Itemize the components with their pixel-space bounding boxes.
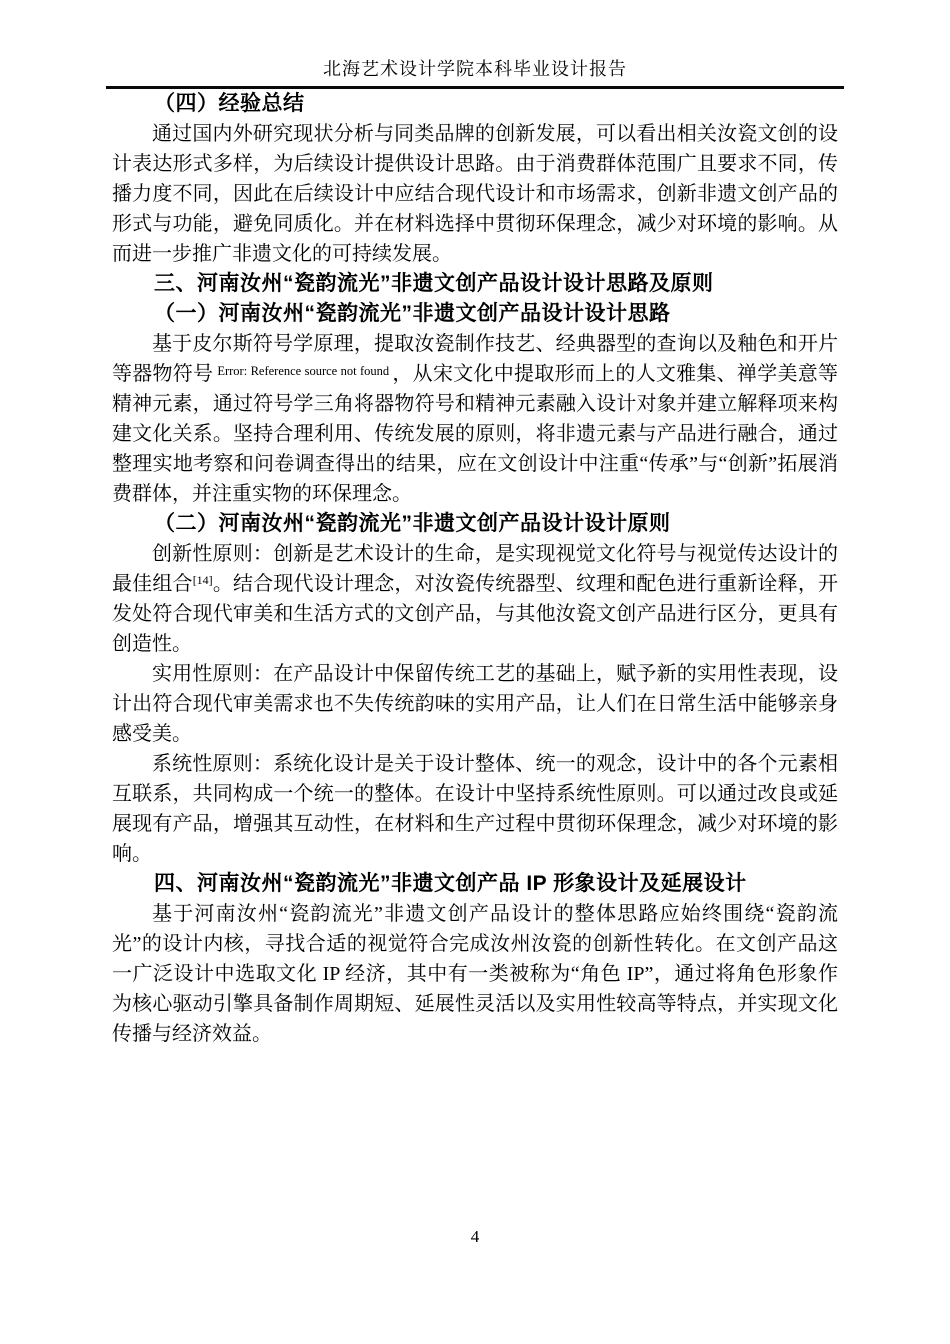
- innovation-text-end: 。结合现代设计理念，对汝瓷传统器型、纹理和配色进行重新诠释，开发处符合现代审美和生活方式的文创产品，与其他汝瓷文创产品进行区分，更具有创造性。: [112, 573, 839, 655]
- paragraph-ip-design: 基于河南汝州“瓷韵流光”非遗文创产品设计的整体思路应始终围绕“瓷韵流光”的设计内核，寻找合适的视觉符合完成汝州汝瓷的创新性转化。在文创产品这一广泛设计中选取文化 IP 经济，其中有一类被称为“角色 IP”，通过将角色形象作为核心驱动引擎具备制作周期短、延展性灵活以及实用性较高等特点，并实现文化传播与经济效益。: [112, 903, 838, 1045]
- paragraph-design-ideas: [112, 329, 838, 509]
- heading-section-4: 四、河南汝州“瓷韵流光”非遗文创产品 IP 形象设计及延展设计: [154, 872, 747, 895]
- paragraph-innovation-principle: [112, 539, 838, 659]
- paragraph-experience-summary: 通过国内外研究现状分析与同类品牌的创新发展，可以看出相关汝瓷文创的设计表达形式多样，为后续设计提供设计思路。由于消费群体范围广且要求不同，传播力度不同，因此在后续设计中应结合现代设计和市场需求，创新非遗文创产品的形式与功能，避免同质化。并在材料选择中贯彻环保理念，减少对环境的影响。从而进一步推广非遗文化的可持续发展。: [112, 123, 838, 265]
- page-content: [112, 0, 838, 1049]
- heading-section-3-1: （一）河南汝州“瓷韵流光”非遗文创产品设计设计思路: [154, 302, 671, 325]
- innovation-text-start: 创新性原则：创新是艺术设计的生命，是实现视觉文化符号与视觉传达设计的最佳组合: [112, 543, 838, 595]
- paragraph-systematic-principle: 系统性原则：系统化设计是关于设计整体、统一的观念，设计中的各个元素相互联系，共同构成一个统一的整体。在设计中坚持系统性原则。可以通过改良或延展现有产品，增强其互动性，在材料和生产过程中贯彻环保理念，减少对环境的影响。: [112, 753, 838, 865]
- design-ideas-text-start: 基于皮尔斯符号学原理，提取汝瓷制作技艺、经典器型的查询以及釉色和开片等器物符号: [112, 333, 838, 385]
- running-header-title: 北海艺术设计学院本科毕业设计报告: [323, 59, 627, 79]
- citation-ref-14: [14]: [192, 573, 213, 587]
- heading-section-3-2: （二）河南汝州“瓷韵流光”非遗文创产品设计设计原则: [154, 512, 671, 535]
- heading-experience-summary: （四）经验总结: [154, 92, 305, 115]
- running-header: [112, 0, 838, 82]
- design-ideas-text-end: ，从宋文化中提取形而上的人文雅集、禅学美意等精神元素，通过符号学三角将器物符号和精神元素融入设计对象并建立解释项来构建文化关系。坚持合理利用、传统发展的原则，将非遗元素与产品进行融合，通过整理实地考察和问卷调查得出的结果，应在文创设计中注重“传承”与“创新”拓展消费群体，并注重实物的环保理念。: [112, 363, 838, 505]
- error-reference-text: Error: Reference source not found: [217, 364, 390, 378]
- paragraph-practical-principle: 实用性原则：在产品设计中保留传统工艺的基础上，赋予新的实用性表现，设计出符合现代审美需求也不失传统韵味的实用产品，让人们在日常生活中能够亲身感受美。: [112, 663, 838, 745]
- heading-section-3: 三、河南汝州“瓷韵流光”非遗文创产品设计设计思路及原则: [154, 272, 714, 295]
- page-number: 4: [470, 1227, 480, 1246]
